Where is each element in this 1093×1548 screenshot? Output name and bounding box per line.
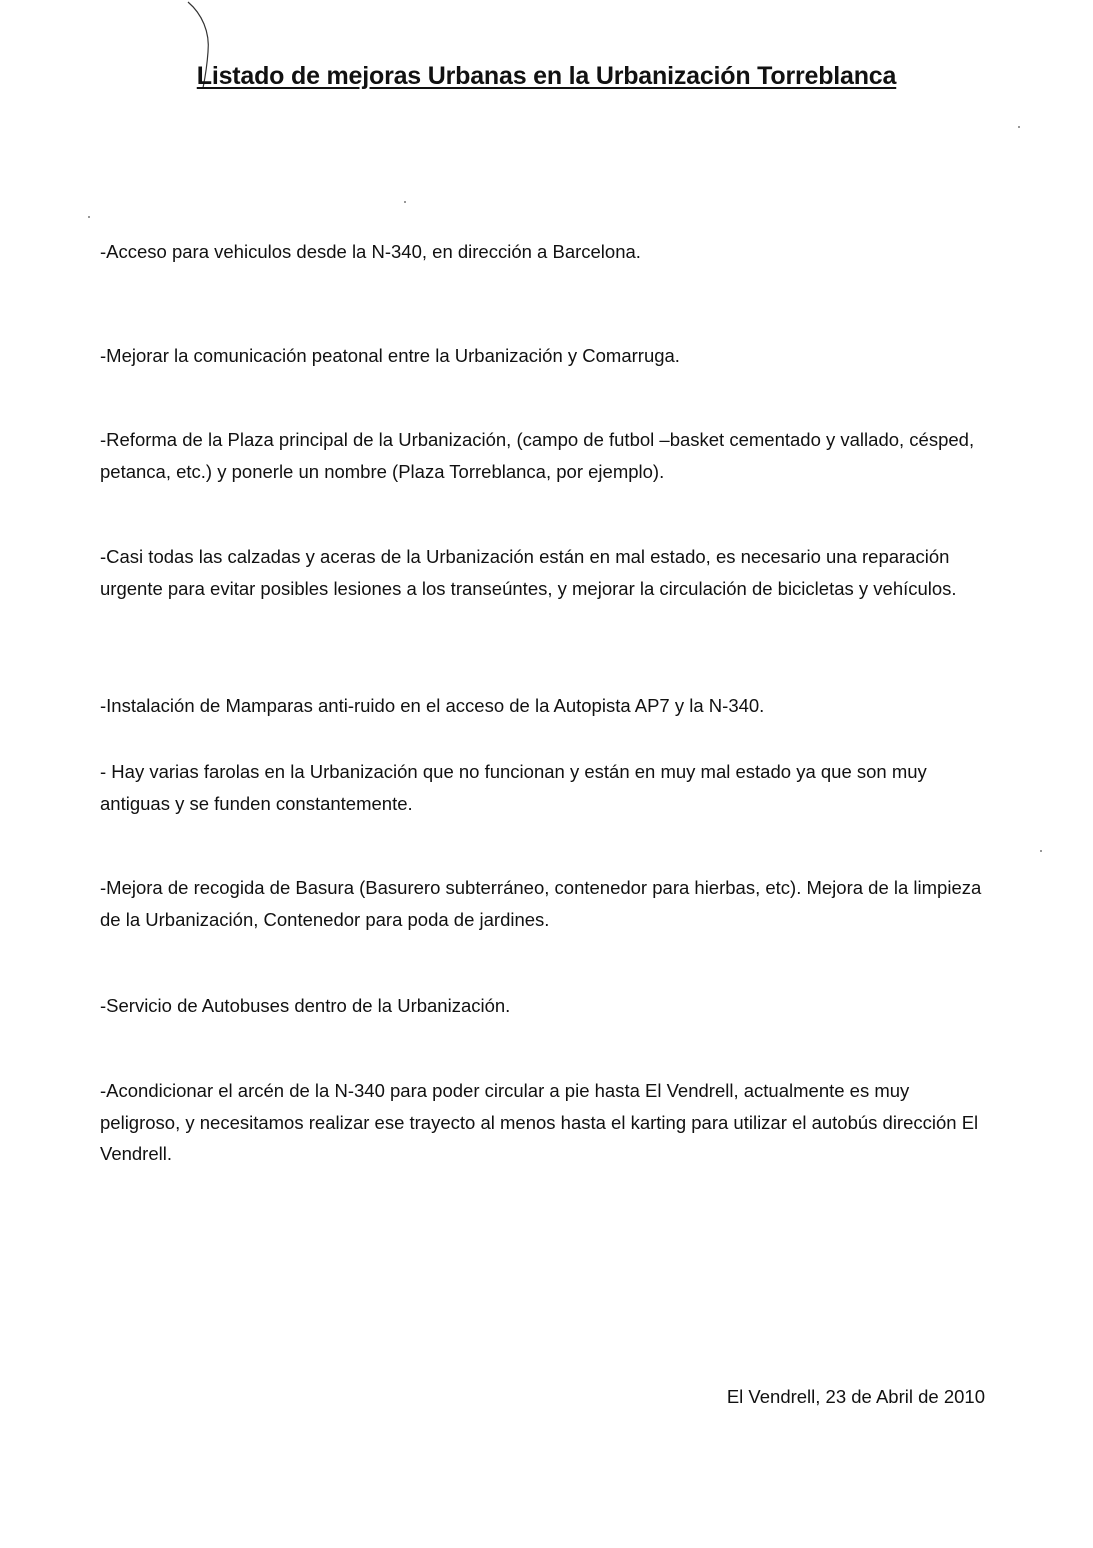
list-item-street-lights: - Hay varias farolas en la Urbanización que no funcionan y están en muy mal estado ya que son muy antiguas y se funden constantemente. — [100, 761, 927, 814]
scan-speck — [1018, 126, 1020, 128]
list-item-waste-collection: -Mejora de recogida de Basura (Basurero subterráneo, contenedor para hierbas, etc). Mejora de la limpieza de la Urbanización, Contenedor para poda de jardines. — [100, 877, 982, 930]
scan-speck — [88, 216, 90, 218]
list-item-vehicle-access: -Acceso para vehiculos desde la N-340, en dirección a Barcelona. — [100, 241, 641, 262]
list-item-pedestrian-link: -Mejorar la comunicación peatonal entre la Urbanización y Comarruga. — [100, 345, 680, 366]
list-item-plaza-reform: -Reforma de la Plaza principal de la Urbanización, (campo de futbol –basket cementado y vallado, césped, petanca, etc.) y ponerle un nombre (Plaza Torreblanca, por ejemplo). — [100, 429, 975, 482]
list-item-road-repair: -Casi todas las calzadas y aceras de la Urbanización están en mal estado, es necesario una reparación urgente para evitar posibles lesiones a los transeúntes, y mejorar la circulación de bicicletas y vehículos. — [100, 546, 957, 599]
document-title: Listado de mejoras Urbanas en la Urbanización Torreblanca — [196, 62, 897, 90]
scan-speck — [1040, 850, 1042, 852]
list-item-road-shoulder: -Acondicionar el arcén de la N-340 para poder circular a pie hasta El Vendrell, actualmente es muy peligroso, y necesitamos realizar ese trayecto al menos hasta el karting para utilizar el autobús dirección El Vendrell. — [100, 1080, 979, 1164]
list-item-noise-barriers: -Instalación de Mamparas anti-ruido en el acceso de la Autopista AP7 y la N-340. — [100, 695, 765, 716]
scan-speck — [404, 201, 406, 203]
place-and-date: El Vendrell, 23 de Abril de 2010 — [726, 1386, 985, 1407]
list-item-bus-service: -Servicio de Autobuses dentro de la Urbanización. — [100, 995, 511, 1016]
